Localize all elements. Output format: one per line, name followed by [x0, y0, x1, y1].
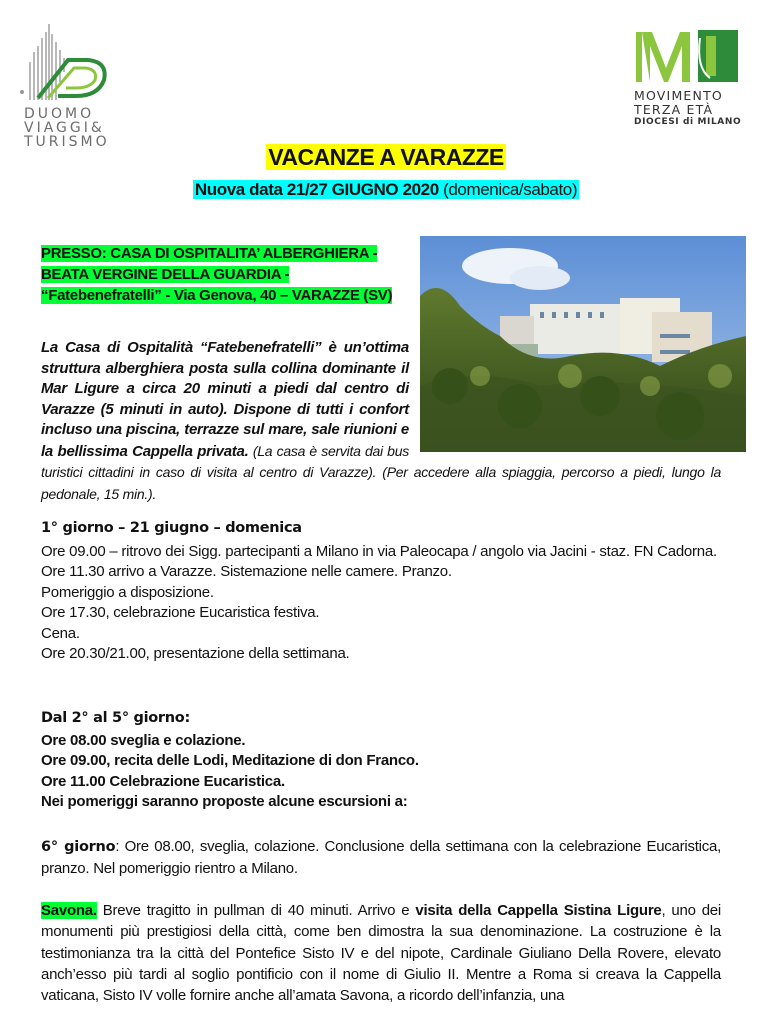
schedule-line: Pomeriggio a disposizione. [41, 583, 214, 601]
location-address: PRESSO: CASA DI OSPITALITA’ ALBERGHIERA - BEATA VERGINE DELLA GUARDIA - “Fatebenefratelli” - Via Genova, 40 – VARAZZE (SV) [41, 245, 393, 304]
subtitle-bold: Nuova data 21/27 GIUGNO 2020 [194, 180, 439, 199]
description [41, 338, 721, 505]
schedule-line: Ore 09.00 – ritrovo dei Sigg. partecipanti a Milano in via Paleocapa / angolo via Jacini - staz. FN Cadorna. [41, 542, 717, 560]
subtitle-date [193, 180, 579, 199]
schedule-line: Ore 11.00 Celebrazione Eucaristica. [41, 772, 285, 790]
savona-label: Savona. [41, 902, 97, 919]
schedule-line: Ore 09.00, recita delle Lodi, Meditazione di don Franco. [41, 752, 419, 769]
duomo-viaggi-logo [18, 22, 118, 152]
logo-line: TURISMO [24, 134, 110, 150]
logo-line: TERZA ETÀ [634, 101, 714, 117]
day6-label: 6° giorno [41, 839, 116, 855]
day6-section [41, 836, 721, 880]
schedule-line: Cena. [41, 624, 80, 642]
day6-text: : Ore 08.00, sveglia, colazione. Conclusione della settimana con la celebrazione Eucaristica, pranzo. Nel pomeriggio rientro a Milano. [41, 838, 721, 877]
schedule-line: Ore 17.30, celebrazione Eucaristica festiva. [41, 604, 320, 621]
savona-highlight: visita della Cappella Sistina Ligure [415, 902, 662, 919]
description-note: (La casa è servita dai bus turistici cittadini in caso di visita al centro di Varazze). (Per accedere alla spiaggia, percorso a piedi, lungo la pedonale, 15 min.). [41, 442, 721, 502]
savona-text-cont: , uno dei monumenti più prestigiosi della città, come ben dimostra la sua denominazione. La costruzione è la testimonianza tra la città del Pontefice Sisto IV e del nipote, Cardinale Giuliano Della Rovere, elevato anch’esso più tardi al soglio pontificio con il nome di Giulio II. Mentre a Roma si creava la Cappella vaticana, Sisto IV volle fornire anche all’amata Savona, a ricordo dell’infanzia, una [41, 902, 721, 1005]
savona-section [41, 900, 721, 1006]
page-title: VACANZE A VARAZZE [268, 144, 504, 170]
logo-line: DUOMO [24, 106, 95, 122]
schedule-line: Ore 11.30 arrivo a Varazze. Sistemazione nelle camere. Pranzo. [41, 563, 452, 580]
logo-line: MOVIMENTO [634, 88, 723, 103]
schedule-line: Nei pomeriggi saranno proposte alcune escursioni a: [41, 793, 408, 810]
description-main: La Casa di Ospitalità “Fatebenefratelli” è un’ottima struttura alberghiera posta sulla collina dominante il Mar Ligure a circa 20 minuti a piedi dal centro di Varazze (5 minuti in auto). Dispone di tutti i confort incluso una piscina, terrazze sul mare, sale riunioni e la bellissima Cappella privata. [41, 339, 409, 460]
day1-heading: 1° giorno – 21 giugno – domenica [41, 520, 302, 536]
days2-5-section [41, 708, 721, 813]
day1-section [41, 518, 721, 665]
subtitle-days: (domenica/sabato) [438, 180, 578, 199]
movimento-terza-eta-logo [634, 28, 746, 138]
schedule-line: Ore 08.00 sveglia e colazione. [41, 731, 246, 749]
duomo-skyline-icon [18, 22, 118, 102]
schedule-line: Ore 20.30/21.00, presentazione della settimana. [41, 645, 350, 662]
logo-line: DIOCESI di MILANO [634, 117, 742, 127]
logo-line: VIAGGI& [24, 120, 105, 136]
mte-monogram-icon [634, 28, 740, 84]
days2-5-heading: Dal 2° al 5° giorno: [41, 710, 190, 726]
savona-text: Breve tragitto in pullman di 40 minuti. Arrivo e [96, 902, 416, 919]
